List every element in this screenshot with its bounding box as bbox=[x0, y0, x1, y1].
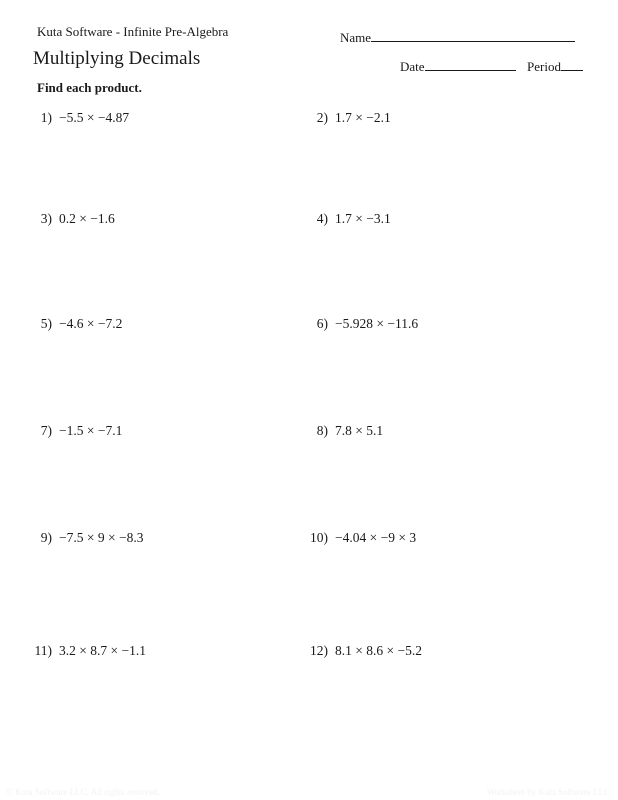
problem-11 bbox=[22, 643, 146, 659]
problem-number: 1) bbox=[40, 110, 52, 125]
problem-expression: −7.5 × 9 × −8.3 bbox=[59, 530, 144, 545]
problem-12 bbox=[296, 643, 422, 659]
problem-3 bbox=[22, 211, 115, 227]
page-title: Multiplying Decimals bbox=[33, 48, 201, 69]
problem-expression: −5.5 × −4.87 bbox=[59, 110, 130, 125]
problem-number: 3) bbox=[40, 211, 52, 226]
problem-4 bbox=[296, 211, 391, 227]
problem-expression: 8.1 × 8.6 × −5.2 bbox=[335, 643, 422, 658]
faint-copyright-watermark: © Kuta Software LLC. All rights reserved. bbox=[6, 787, 160, 797]
problem-expression: 0.2 × −1.6 bbox=[59, 211, 115, 226]
period-blank-line bbox=[561, 57, 583, 71]
date-label: Date bbox=[400, 59, 425, 74]
date-field bbox=[400, 57, 516, 75]
problem-number: 12) bbox=[310, 643, 328, 658]
date-blank-line bbox=[425, 57, 516, 71]
problem-9 bbox=[22, 530, 143, 546]
problem-expression: 3.2 × 8.7 × −1.1 bbox=[59, 643, 146, 658]
brand-line: Kuta Software - Infinite Pre-Algebra bbox=[37, 24, 229, 39]
period-label: Period bbox=[527, 59, 561, 74]
problem-number: 7) bbox=[40, 423, 52, 438]
problem-expression: 1.7 × −3.1 bbox=[335, 211, 391, 226]
problem-number: 8) bbox=[316, 423, 328, 438]
problem-expression: 7.8 × 5.1 bbox=[335, 423, 384, 438]
problem-8 bbox=[296, 423, 383, 439]
problem-2 bbox=[296, 110, 391, 126]
problem-1 bbox=[22, 110, 129, 126]
problem-expression: −5.928 × −11.6 bbox=[335, 316, 419, 331]
problem-number: 4) bbox=[316, 211, 328, 226]
problem-expression: −1.5 × −7.1 bbox=[59, 423, 123, 438]
problem-number: 11) bbox=[34, 643, 52, 658]
problem-5 bbox=[22, 316, 122, 332]
name-field bbox=[340, 28, 575, 46]
instructions: Find each product. bbox=[37, 80, 142, 95]
problem-number: 10) bbox=[310, 530, 328, 545]
problem-expression: −4.6 × −7.2 bbox=[59, 316, 123, 331]
problem-number: 9) bbox=[40, 530, 52, 545]
problem-number: 2) bbox=[316, 110, 328, 125]
period-field bbox=[527, 57, 583, 75]
problem-6 bbox=[296, 316, 418, 332]
name-label: Name bbox=[340, 30, 372, 45]
problem-10 bbox=[296, 530, 416, 546]
problem-number: 5) bbox=[40, 316, 52, 331]
problem-7 bbox=[22, 423, 122, 439]
name-blank-line bbox=[371, 28, 575, 42]
problem-number: 6) bbox=[316, 316, 328, 331]
problem-expression: −4.04 × −9 × 3 bbox=[335, 530, 417, 545]
faint-worksheet-watermark: Worksheet by Kuta Software LLC bbox=[486, 787, 610, 797]
problem-expression: 1.7 × −2.1 bbox=[335, 110, 391, 125]
